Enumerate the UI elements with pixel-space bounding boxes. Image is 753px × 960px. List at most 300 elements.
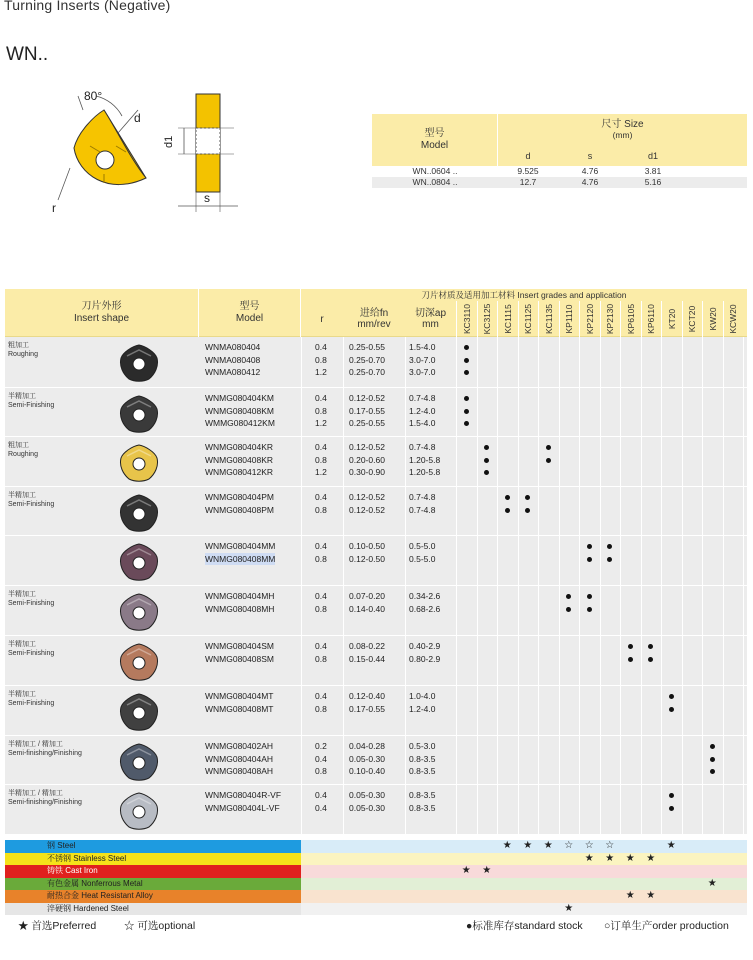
column-divider	[559, 636, 560, 685]
column-divider	[497, 487, 498, 535]
row-model: WNMG080408KM	[205, 405, 274, 416]
material-grade-area	[301, 878, 747, 891]
column-divider	[456, 785, 457, 834]
legend-preferred: ★ 首选Preferred	[18, 920, 97, 932]
material-label	[47, 903, 129, 916]
material-label-en: Hardened Steel	[73, 903, 129, 913]
machining-type-en: Roughing	[8, 351, 38, 358]
depth-header-label: 切深ap	[414, 308, 447, 319]
depth-header	[405, 301, 456, 337]
preferred-star-kp6105: ★	[625, 890, 635, 901]
column-divider	[301, 636, 302, 685]
column-divider	[743, 487, 744, 535]
dim-row	[372, 177, 747, 188]
column-divider	[405, 686, 406, 735]
table-row	[199, 417, 747, 430]
column-divider	[405, 388, 406, 436]
column-divider	[600, 586, 601, 635]
insert-grades-table	[5, 289, 747, 835]
column-divider	[456, 586, 457, 635]
row-model: WNMG080404KR	[205, 442, 274, 452]
row-fn: 0.10-0.50	[349, 541, 385, 551]
insert-dimension-diagram	[38, 88, 248, 218]
table-row	[199, 740, 747, 753]
column-divider	[723, 337, 724, 387]
grade-header-label: KC3125	[482, 303, 493, 335]
model-header-en: Model	[235, 313, 264, 324]
row-r: 0.8	[315, 405, 327, 416]
column-divider	[301, 487, 302, 535]
column-divider	[456, 437, 457, 486]
dim-row-model: WN..0804 ..	[412, 177, 458, 187]
row-ap: 0.8-3.5	[409, 790, 436, 800]
column-divider	[405, 487, 406, 535]
column-divider	[682, 388, 683, 436]
row-model: WNMG080408MM	[205, 553, 276, 564]
machining-type-cn: 半精加工 / 精加工	[8, 790, 63, 797]
row-model: WNMG080404AH	[205, 753, 274, 764]
column-divider	[477, 636, 478, 685]
stock-dot-kc1115	[505, 495, 510, 500]
stock-dot-kw20	[710, 769, 715, 774]
row-ap: 0.7-4.8	[409, 504, 436, 515]
material-color-bar	[5, 903, 301, 916]
row-model: WNMG080402AH	[205, 741, 274, 751]
row-ap: 1.20-5.8	[409, 454, 441, 465]
insert-group	[5, 388, 747, 437]
table-row	[199, 789, 747, 802]
row-fn: 0.05-0.30	[349, 802, 385, 813]
column-divider	[343, 487, 344, 535]
insert-group	[5, 487, 747, 536]
column-divider	[538, 388, 539, 436]
wnmg-mt-insert-icon	[117, 691, 161, 733]
stock-dot-kt20	[669, 806, 674, 811]
material-label-en: Stainless Steel	[73, 853, 127, 863]
column-divider	[702, 437, 703, 486]
preferred-star-kc1135: ★	[543, 840, 553, 851]
column-divider	[579, 636, 580, 685]
column-divider	[661, 785, 662, 834]
column-divider	[456, 536, 457, 585]
column-divider	[600, 686, 601, 735]
row-fn: 0.12-0.52	[349, 393, 385, 403]
machining-type-en: Semi-finishing/Finishing	[8, 799, 82, 806]
column-divider	[600, 437, 601, 486]
preferred-star-kp2120: ★	[584, 852, 594, 864]
row-r: 0.8	[315, 603, 327, 614]
material-label-en: Cast Iron	[65, 866, 98, 875]
material-grade-area	[301, 890, 747, 903]
machining-type-cn: 半精加工	[8, 492, 36, 499]
stock-dot-kc1135	[546, 445, 551, 450]
stock-dot-kp1110	[566, 607, 571, 612]
row-r: 0.8	[315, 504, 327, 515]
dim-model-header-cn: 型号	[424, 128, 445, 139]
row-ap: 1.2-4.0	[409, 405, 436, 416]
column-divider	[538, 586, 539, 635]
column-divider	[343, 736, 344, 784]
column-divider	[620, 736, 621, 784]
insert-group	[5, 785, 747, 835]
optional-star-kp2130: ☆	[605, 840, 615, 851]
table-row	[199, 392, 747, 405]
dim-size-cn: 尺寸	[601, 119, 622, 130]
column-divider	[477, 437, 478, 486]
stock-dot-kc1125	[525, 495, 530, 500]
grade-header-label: KP2120	[584, 303, 595, 335]
stock-dot-kc1135	[546, 458, 551, 463]
row-model: WNMG080404MM	[205, 541, 276, 551]
table-row	[199, 640, 747, 653]
column-divider	[641, 388, 642, 436]
column-divider	[682, 487, 683, 535]
column-divider	[600, 337, 601, 387]
column-divider	[477, 536, 478, 585]
stock-dot-kc3125	[484, 458, 489, 463]
row-fn: 0.07-0.20	[349, 591, 385, 601]
column-divider	[301, 437, 302, 486]
column-divider	[682, 586, 683, 635]
stock-dot-kc3110	[464, 396, 469, 401]
material-grade-area	[301, 903, 747, 916]
stock-dot-kc3110	[464, 370, 469, 375]
row-fn: 0.25-0.70	[349, 367, 385, 377]
column-divider	[518, 586, 519, 635]
stock-dot-kc1125	[525, 508, 530, 513]
grade-header-kc3125	[477, 301, 498, 337]
material-label	[47, 840, 75, 853]
column-divider	[661, 636, 662, 685]
machining-type-cn: 半精加工	[8, 691, 36, 698]
column-divider	[579, 437, 580, 486]
column-divider	[682, 686, 683, 735]
table-row	[199, 802, 747, 815]
column-divider	[497, 388, 498, 436]
column-divider	[661, 536, 662, 585]
column-divider	[497, 437, 498, 486]
row-model: WNMA080408	[205, 354, 261, 365]
row-r: 0.4	[315, 541, 327, 551]
d-label: d	[134, 111, 141, 125]
material-row	[5, 853, 747, 866]
row-r: 0.4	[315, 591, 327, 601]
column-divider	[343, 388, 344, 436]
grade-header-label: KC3110	[461, 303, 472, 335]
stock-dot-kp2120	[587, 557, 592, 562]
table-row	[199, 690, 747, 703]
row-model: WNMG080404KM	[205, 393, 274, 403]
grades-table-header	[5, 289, 747, 337]
row-ap: 3.0-7.0	[409, 367, 436, 377]
column-divider	[702, 487, 703, 535]
row-fn: 0.12-0.50	[349, 553, 385, 564]
row-fn: 0.25-0.70	[349, 354, 385, 365]
feed-header-label: 进给fn	[359, 308, 389, 319]
column-divider	[620, 636, 621, 685]
row-r: 0.8	[315, 703, 327, 714]
machining-type-en: Semi-Finishing	[8, 700, 55, 707]
row-model: WNMG080404MT	[205, 691, 274, 701]
table-row	[199, 441, 747, 454]
material-label-cn: 淬硬钢	[47, 903, 71, 913]
column-divider	[538, 437, 539, 486]
insert-shape-cell	[5, 536, 199, 585]
angle-label: 80°	[84, 89, 103, 103]
grade-header-kp6110	[641, 301, 662, 337]
row-model: WNMA080412	[205, 367, 261, 377]
stock-dot-kw20	[710, 757, 715, 762]
wnmg-km-insert-icon	[117, 393, 161, 435]
column-divider	[702, 536, 703, 585]
legend-standard-stock: ●标准库存standard stock	[466, 920, 583, 932]
row-ap: 0.8-3.5	[409, 802, 436, 813]
column-divider	[641, 437, 642, 486]
r-label: r	[52, 201, 56, 215]
column-divider	[559, 536, 560, 585]
table-row	[199, 703, 747, 716]
stock-dot-kp2120	[587, 544, 592, 549]
column-divider	[620, 536, 621, 585]
insert-shape-cell	[5, 437, 199, 486]
column-divider	[620, 337, 621, 387]
column-divider	[702, 686, 703, 735]
column-divider	[518, 337, 519, 387]
row-ap: 0.68-2.6	[409, 603, 441, 614]
grade-header-kcw20	[723, 301, 744, 337]
wnmg-vf-insert-icon	[117, 790, 161, 832]
column-divider	[405, 785, 406, 834]
row-model: WNMG080408SM	[205, 653, 274, 664]
stock-dot-kc3125	[484, 470, 489, 475]
column-divider	[702, 785, 703, 834]
material-grade-area	[301, 853, 747, 866]
depth-header-unit: mm	[422, 319, 439, 330]
row-r: 0.4	[315, 393, 327, 403]
column-divider	[743, 536, 744, 585]
row-r: 0.8	[315, 454, 327, 465]
preferred-star-kp6110: ★	[646, 852, 656, 864]
insert-shape-cell	[5, 736, 199, 784]
machining-type-label	[8, 690, 54, 708]
column-divider	[497, 785, 498, 834]
page-title: Turning Inserts (Negative)	[4, 0, 171, 13]
row-r: 0.8	[315, 766, 327, 776]
row-model: WNMG080412KR	[205, 467, 274, 477]
machining-type-cn: 半精加工	[8, 393, 36, 400]
row-ap: 0.40-2.9	[409, 641, 441, 651]
column-divider	[661, 388, 662, 436]
material-label-cn: 耐热合金	[47, 891, 79, 900]
column-divider	[620, 785, 621, 834]
table-row	[199, 504, 747, 517]
column-divider	[497, 686, 498, 735]
table-row	[199, 653, 747, 666]
stock-dot-kp6110	[648, 644, 653, 649]
wnmg-mh-insert-icon	[117, 591, 161, 633]
machining-type-cn: 半精加工	[8, 591, 36, 598]
material-label-cn: 铸铁	[47, 866, 63, 875]
table-row	[199, 366, 747, 379]
column-divider	[723, 785, 724, 834]
column-divider	[702, 636, 703, 685]
column-divider	[497, 586, 498, 635]
row-fn: 0.17-0.55	[349, 405, 385, 416]
dim-size-unit: (mm)	[612, 130, 633, 140]
table-row	[199, 590, 747, 603]
row-r: 0.4	[315, 802, 327, 813]
row-fn: 0.20-0.60	[349, 454, 385, 465]
insert-shape-header-en: Insert shape	[73, 313, 130, 324]
column-divider	[702, 736, 703, 784]
column-divider	[456, 487, 457, 535]
column-divider	[641, 536, 642, 585]
optional-star-kp2120: ☆	[584, 840, 594, 851]
dim-row-s: 4.76	[581, 177, 599, 187]
dim-size-en: Size	[624, 119, 644, 130]
preferred-star-kt20: ★	[666, 840, 676, 851]
r-header: r	[320, 313, 324, 325]
column-divider	[518, 536, 519, 585]
table-row	[199, 540, 747, 553]
grade-header-label: KC1115	[502, 304, 513, 334]
preferred-star-kp6105: ★	[625, 852, 635, 864]
row-model: WNMG080408MT	[205, 703, 274, 714]
stock-dot-kp6110	[648, 657, 653, 662]
machining-type-en: Semi-Finishing	[8, 501, 55, 508]
dim-col-d: d	[525, 151, 531, 161]
column-divider	[682, 337, 683, 387]
column-divider	[579, 785, 580, 834]
grade-header-kp6105	[620, 301, 641, 337]
dim-model-header-en: Model	[420, 140, 449, 151]
column-divider	[477, 736, 478, 784]
column-divider	[405, 586, 406, 635]
dim-row-d1: 5.16	[644, 177, 662, 187]
column-divider	[743, 785, 744, 834]
column-divider	[600, 487, 601, 535]
insert-group	[5, 437, 747, 487]
machining-type-en: Semi-Finishing	[8, 402, 55, 409]
row-fn: 0.05-0.30	[349, 753, 385, 764]
column-divider	[456, 388, 457, 436]
stock-dot-kc3110	[464, 345, 469, 350]
column-divider	[579, 388, 580, 436]
row-r: 0.4	[315, 790, 327, 800]
column-divider	[559, 736, 560, 784]
row-ap: 0.7-4.8	[409, 492, 436, 502]
insert-group	[5, 636, 747, 686]
dim-col-s: s	[587, 151, 593, 161]
row-ap: 0.8-3.5	[409, 766, 436, 776]
column-divider	[661, 686, 662, 735]
column-divider	[477, 487, 478, 535]
insert-shape-cell	[5, 388, 199, 436]
column-divider	[477, 785, 478, 834]
material-row	[5, 840, 747, 853]
row-ap: 0.80-2.9	[409, 653, 441, 664]
s-label: s	[204, 191, 210, 205]
row-ap: 1.5-4.0	[409, 418, 436, 428]
row-r: 0.8	[315, 653, 327, 664]
column-divider	[559, 487, 560, 535]
grade-header-label: KC1125	[523, 303, 534, 335]
column-divider	[497, 736, 498, 784]
grade-header-label: KW20	[707, 307, 718, 331]
legend-optional: ☆ 可选optional	[124, 920, 196, 932]
stock-dot-kp6105	[628, 657, 633, 662]
column-divider	[301, 686, 302, 735]
column-divider	[600, 785, 601, 834]
row-fn: 0.17-0.55	[349, 703, 385, 714]
column-divider	[661, 437, 662, 486]
column-divider	[661, 487, 662, 535]
material-color-bar	[5, 890, 301, 903]
row-ap: 3.0-7.0	[409, 354, 436, 365]
material-label	[47, 865, 98, 878]
feed-header-unit: mm/rev	[357, 319, 391, 330]
stock-dot-kc3110	[464, 358, 469, 363]
column-divider	[559, 388, 560, 436]
row-model: WMMG080412KM	[205, 418, 275, 428]
stock-dot-kc3110	[464, 421, 469, 426]
column-divider	[559, 437, 560, 486]
stock-dot-kp2120	[587, 607, 592, 612]
grade-header-kc3110	[456, 301, 477, 337]
row-fn: 0.15-0.44	[349, 653, 385, 664]
column-divider	[620, 686, 621, 735]
column-divider	[723, 736, 724, 784]
table-row	[199, 603, 747, 616]
material-label-cn: 有色金属	[47, 878, 79, 888]
column-divider	[497, 536, 498, 585]
column-divider	[743, 586, 744, 635]
grade-header-label: KP1110	[564, 304, 575, 334]
column-divider	[723, 636, 724, 685]
stock-dot-kt20	[669, 694, 674, 699]
row-fn: 0.30-0.90	[349, 467, 385, 477]
machining-type-cn: 粗加工	[8, 342, 29, 349]
column-divider	[538, 736, 539, 784]
column-divider	[743, 686, 744, 735]
insert-group	[5, 337, 747, 388]
column-divider	[579, 487, 580, 535]
column-divider	[600, 736, 601, 784]
row-ap: 0.7-4.8	[409, 393, 436, 403]
machining-type-label	[8, 590, 54, 608]
stock-dot-kc3110	[464, 409, 469, 414]
column-divider	[702, 337, 703, 387]
insert-shape-header	[5, 289, 199, 337]
column-divider	[661, 337, 662, 387]
grade-header-kct20	[682, 301, 703, 337]
column-divider	[538, 337, 539, 387]
row-model: WNMA080404	[205, 342, 261, 352]
material-label-cn: 钢	[47, 841, 55, 850]
row-model: WNMG080404MH	[205, 591, 275, 601]
insert-shape-cell	[5, 337, 199, 387]
column-divider	[343, 636, 344, 685]
material-label-cn: 不锈钢	[47, 853, 71, 863]
stock-dot-kc3125	[484, 445, 489, 450]
table-row	[199, 454, 747, 467]
grade-header-kt20	[661, 301, 682, 337]
dim-row	[372, 166, 747, 177]
column-divider	[405, 536, 406, 585]
grade-header-kp1110	[559, 301, 580, 337]
column-divider	[743, 437, 744, 486]
machining-type-en: Semi-finishing/Finishing	[8, 750, 82, 757]
